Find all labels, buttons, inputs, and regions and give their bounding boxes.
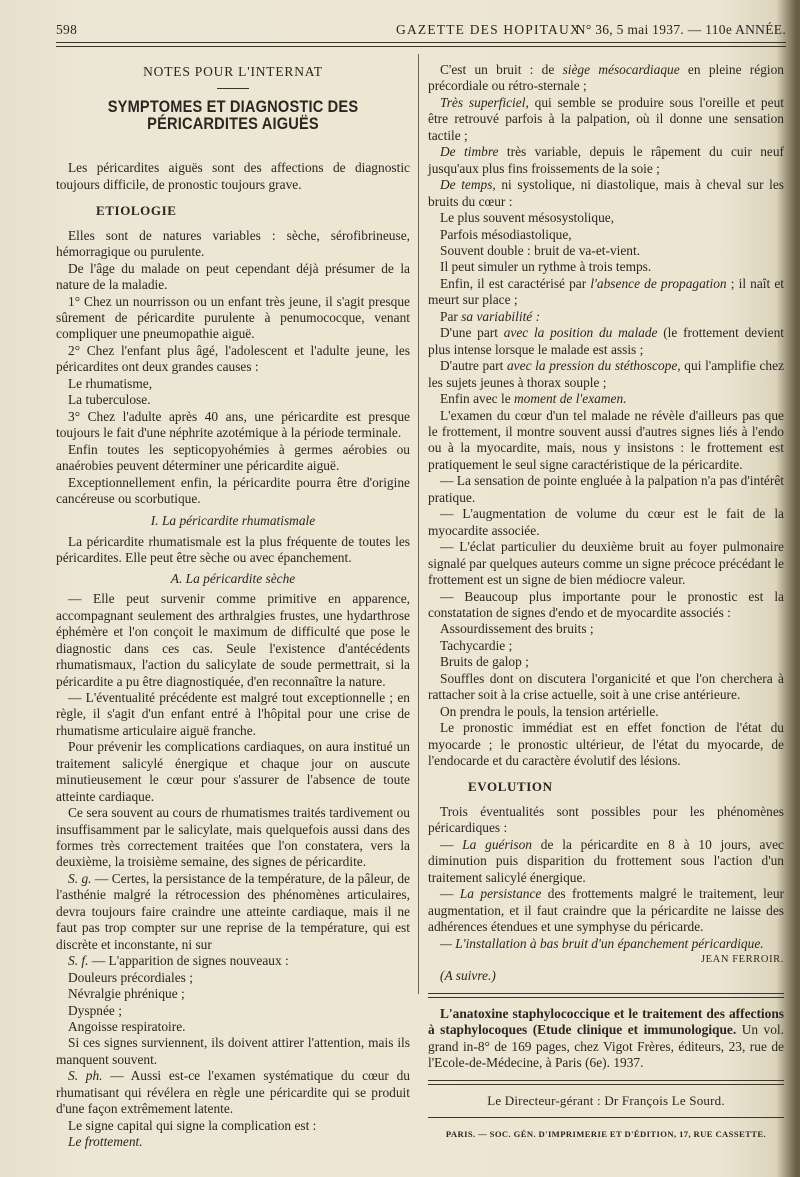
paragraph: Exceptionnellement enfin, la péricardite pourra être d'origine cancéreuse ou scorbutique. [56, 474, 410, 506]
paragraph-sph: S. ph. — Aussi est-ce l'examen systématique du cœur du rhumatisant qui révélera en règle une péricardite qui se produit d'une façon extrêmement latente. [56, 1068, 410, 1117]
paragraph: Souffles dont on discutera l'organicité et que l'on cherchera à rattacher soit à la crise actuelle, soit à une crise antérieure. [428, 670, 784, 703]
kicker-rule [217, 88, 249, 89]
paragraph: Elles sont de natures variables : sèche, sérofibrineuse, hémorragique ou purulente. [56, 227, 410, 260]
paragraph: Enfin avec le moment de l'examen. [440, 391, 627, 407]
paragraph: 2° Chez l'enfant plus âgé, l'adolescent et l'adulte jeune, les péricardites ont deux grandes causes : [56, 342, 410, 375]
author-signature: JEAN FERROIR. [700, 954, 784, 966]
paragraph: — La guérison de la péricardite en 8 à 10 jours, avec diminution puis disparition du frottement sous l'action d'un traitement salicylé énergique. [428, 836, 784, 885]
subsection-heading: A. La péricardite sèche [170, 570, 296, 586]
article-title: SYMPTOMES ET DIAGNOSTIC DES PÉRICARDITES AIGUËS [107, 97, 359, 133]
paragraph: Le rhumatisme, [68, 375, 153, 391]
paragraph: — La sensation de pointe engluée à la palpation n'a pas d'intérêt pratique. [428, 473, 784, 505]
printer-line: PARIS. — SOC. GÉN. D'IMPRIMERIE ET D'ÉDITION, 17, RUE CASSETTE. [445, 1129, 767, 1140]
paragraph: De l'âge du malade on peut cependant déjà présumer de la nature de la maladie. [56, 260, 410, 293]
list-item: Névralgie phrénique ; [68, 986, 185, 1002]
paragraph: Le signe capital qui signe la complication est : [68, 1117, 317, 1133]
column-divider [418, 54, 419, 994]
paragraph: Très superficiel, qui semble se produire sous l'oreille et peut être retrouvé parfois à la palpation, où il donne une sensation tactile ; [428, 94, 784, 143]
paragraph: — L'augmentation de volume du cœur est le fait de la myocardite associée. [428, 506, 784, 538]
list-item: Souvent double : bruit de va-et-vient. [440, 242, 641, 258]
right-column [428, 62, 784, 1143]
paragraph: 1° Chez un nourrisson ou un enfant très jeune, il s'agit presque sûrement de péricardite purulente à penumococque, venant compliquer une pneumopathie aiguë. [56, 293, 410, 342]
paragraph-sg: S. g. — Certes, la persistance de la température, de la pâleur, de l'asthénie malgré la rétrocession des phénomènes articulaires, devra toujours faire craindre une atteinte cardiaque, mais il ne faut pas trop compter sur une reprise de la température, qui est discrète et inconstante, ni sur [56, 870, 410, 952]
list-item: Le plus souvent mésosystolique, [440, 210, 615, 226]
paragraph: — L'éventualité précédente est malgré tout exceptionnelle ; en règle, il s'agit d'un enfant entré à l'hôpital pour une crise de rhumatisme articulaire aiguë franche. [56, 689, 410, 738]
paragraph: Pour prévenir les complications cardiaques, on aura institué un traitement salicylé énergique et chaque jour on auscute minutieusement le cœur pour s'assurer de l'absence de toute atteinte cardiaque. [56, 739, 410, 804]
paragraph: Ce sera souvent au cours de rhumatismes traités tardivement ou insuffisamment par le salicylate, mais quelquefois aussi dans des formes très correctement traitées que l'on constatera, vers la deuxième, la troisième semaine, des signes de péricardite. [56, 805, 410, 870]
paragraph: — Elle peut survenir comme primitive en apparence, accompagnant seulement des arthralgies frustes, une hydarthrose éphémère et l'on conçoit le maximum de difficulté que pose le diagnostic dans ces cas. Seule l'existence d'antécédents rhumatismaux, l'action du salicylate de soude permettrait, si la péricardite a pu être diagnostiquée, d'en reconnaître la nature. [56, 591, 410, 689]
paragraph: D'autre part avec la pression du stéthoscope, qui l'amplifie chez les sujets jeunes à thorax souple ; [428, 358, 785, 390]
list-item: Assourdissement des bruits ; [440, 621, 594, 637]
paragraph: Le pronostic immédiat est en effet fonction de l'état du myocarde ; le pronostic ultérieur, de l'état du myocarde, de l'endocarde et du caractère évolutif des lésions. [428, 720, 784, 769]
notice-end-rule [428, 1080, 784, 1081]
header-rule [56, 42, 786, 43]
paragraph: Enfin toutes les septicopyohémies à germes aérobies ou anaérobies peuvent déterminer une péricardite aiguë. [56, 441, 410, 474]
journal-title: GAZETTE DES HOPITAUX [396, 22, 581, 37]
paragraph: La péricardite rhumatismale est la plus fréquente de toutes les péricardites. Elle peut être sèche ou avec épanchement. [56, 533, 410, 566]
left-column [56, 64, 410, 1151]
section-heading-evolution: EVOLUTION [468, 779, 553, 795]
list-item: Douleurs précordiales ; [68, 969, 193, 985]
section-heading-etiologie: ETIOLOGIE [96, 203, 177, 219]
paragraph: On prendra le pouls, la tension artérielle. [440, 703, 659, 719]
paragraph: Par sa variabilité : [440, 308, 541, 324]
issue-date: N° 36, 5 mai 1937. — 110e ANNÉE. [575, 22, 786, 37]
paragraph: — L'installation à bas bruit d'un épanchement péricardique. [440, 935, 764, 951]
paragraph: La tuberculose. [68, 392, 151, 408]
list-item: Parfois mésodiastolique, [440, 226, 572, 242]
paragraph: Si ces signes surviennent, ils doivent attirer l'attention, mais ils manquent souvent. [56, 1035, 410, 1067]
paragraph: — Beaucoup plus importante pour le pronostic est la constatation de signes d'endo et de myocardite associés : [428, 588, 784, 620]
article-end-rule [428, 993, 784, 994]
header-rule-double [56, 46, 786, 47]
intro-paragraph: Les péricardites aiguës sont des affections de diagnostic toujours difficile, de pronostic toujours grave. [56, 160, 410, 192]
paragraph: De temps, ni systolique, ni diastolique, mais à cheval sur les bruits du cœur : [428, 177, 784, 209]
book-notice: L'anatoxine staphylococcique et le traitement des affections à staphylocoques (Etude clinique et immunologique. Un vol. grand in-8° de 169 pages, chez Vigot Frères, éditeurs, 23, rue de l'Ecole-de-Médecine, à Paris (6e). 1937. [428, 1005, 784, 1071]
director-line: Le Directeur-gérant : Dr François Le Sourd. [487, 1092, 725, 1108]
page-number: 598 [56, 22, 78, 37]
paragraph: — L'éclat particulier du deuxième bruit au foyer pulmonaire signalé par quelques auteurs comme un signe précoce précédant le frottement est un signe de bien médiocre valeur. [428, 539, 784, 588]
running-head [56, 22, 786, 42]
list-item: Dyspnée ; [68, 1002, 122, 1018]
notice-end-rule-double [428, 1084, 784, 1085]
paragraph: L'examen du cœur d'un tel malade ne révèle d'ailleurs pas que le frottement, il montre souvent aussi d'autres signes liés à l'endo ou à la myocardite, mais, nous y insistons : le frottement est pratiquement le seul signe caractéristique de la péricardite. [428, 407, 784, 472]
section-kicker: NOTES POUR L'INTERNAT [143, 64, 323, 79]
list-item: Il peut simuler un rythme à trois temps. [440, 259, 652, 275]
paragraph: Trois éventualités sont possibles pour les phénomènes péricardiques : [428, 803, 784, 836]
paragraph-sf: S. f. — L'apparition de signes nouveaux : [68, 953, 289, 969]
paragraph: — La persistance des frottements malgré le traitement, leur augmentation, et il faut craindre que la péricardite ne laisse des adhérences étendues et une symphyse du péricarde. [428, 886, 784, 935]
paragraph-emphasis: Le frottement. [68, 1134, 143, 1150]
list-item: Tachycardie ; [440, 637, 513, 653]
paragraph: C'est un bruit : de siège mésocardiaque en pleine région précordiale ou rétro-sternale ; [428, 62, 784, 94]
director-rule [428, 1117, 784, 1118]
list-item: Angoisse respiratoire. [68, 1019, 186, 1035]
subsection-heading: I. La péricardite rhumatismale [150, 513, 316, 529]
paragraph: De timbre très variable, depuis le râpement du cuir neuf jusqu'aux plus fins froissements de la soie ; [428, 144, 784, 176]
list-item: Bruits de galop ; [440, 654, 529, 670]
paragraph: Enfin, il est caractérisé par l'absence de propagation ; il naît et meurt sur place ; [428, 275, 785, 308]
paragraph: 3° Chez l'adulte après 40 ans, une péricardite est presque toujours le fait d'une néphrite azotémique à la période terminale. [56, 408, 410, 441]
article-end-rule-double [428, 997, 784, 998]
paragraph: D'une part avec la position du malade (le frottement devient plus intense lorsque le malade est assis ; [428, 325, 784, 357]
to-be-continued: (A suivre.) [440, 968, 496, 984]
